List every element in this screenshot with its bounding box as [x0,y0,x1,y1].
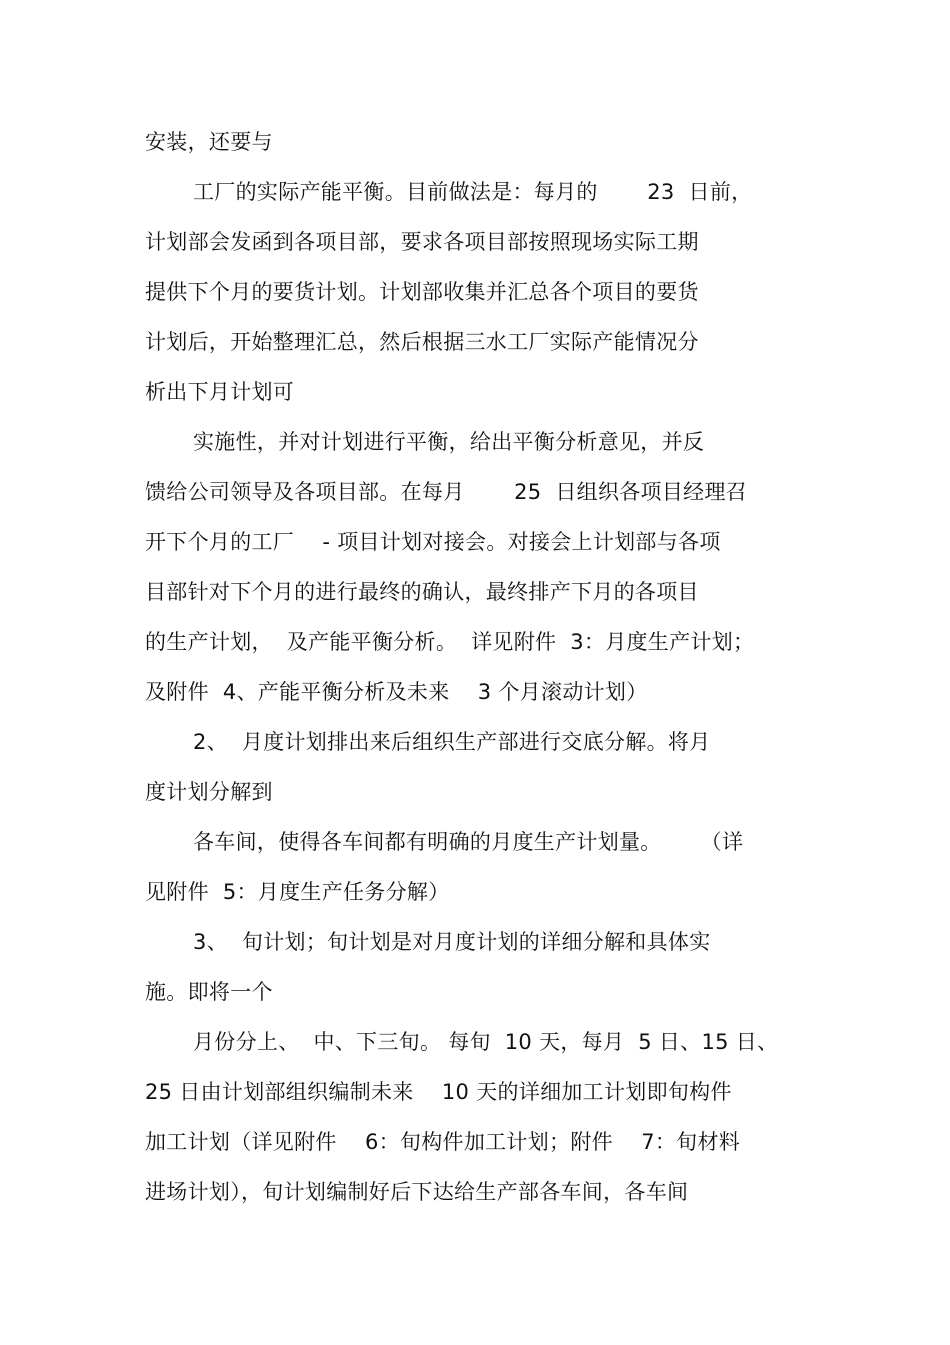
text-line-10: 目部针对下个月的进行最终的确认，最终排产下月的各项目 [145,580,699,604]
text-line-21: 加工计划（详见附件 6：旬构件加工计划；附件 7：旬材料 [145,1130,741,1154]
text-line-22: 进场计划），旬计划编制好后下达给生产部各车间，各车间 [145,1180,689,1204]
text-line-17: 3、 旬计划；旬计划是对月度计划的详细分解和具体实 [193,930,711,954]
text-line-8: 馈给公司领导及各项目部。在每月 25 日组织各项目经理召 [145,480,748,504]
text-line-14: 度计划分解到 [145,780,273,804]
text-line-11: 的生产计划， 及产能平衡分析。 详见附件 3：月度生产计划； [145,630,755,654]
text-line-2: 工厂的实际产能平衡。目前做法是：每月的 23 日前， [193,180,753,204]
text-line-3: 计划部会发函到各项目部，要求各项目部按照现场实际工期 [145,230,699,254]
text-line-5: 计划后，开始整理汇总，然后根据三水工厂实际产能情况分 [145,330,699,354]
text-line-1: 安装，还要与 [145,130,273,154]
text-line-12: 及附件 4、产能平衡分析及未来 3 个月滚动计划） [145,680,648,704]
text-line-19: 月份分上、 中、下三旬。 每旬 10 天，每月 5 日、15 日、 [193,1030,779,1054]
text-line-4: 提供下个月的要货计划。计划部收集并汇总各个项目的要货 [145,280,699,304]
text-line-16: 见附件 5：月度生产任务分解） [145,880,450,904]
text-line-13: 2、 月度计划排出来后组织生产部进行交底分解。将月 [193,730,711,754]
text-line-6: 析出下月计划可 [145,380,295,404]
text-line-9: 开下个月的工厂 - 项目计划对接会。对接会上计划部与各项 [145,530,721,554]
text-line-18: 施。即将一个 [145,980,273,1004]
text-line-15: 各车间，使得各车间都有明确的月度生产计划量。 （详 [193,830,744,854]
text-line-7: 实施性，并对计划进行平衡，给出平衡分析意见，并反 [193,430,705,454]
text-line-20: 25 日由计划部组织编制未来 10 天的详细加工计划即旬构件 [145,1080,732,1104]
